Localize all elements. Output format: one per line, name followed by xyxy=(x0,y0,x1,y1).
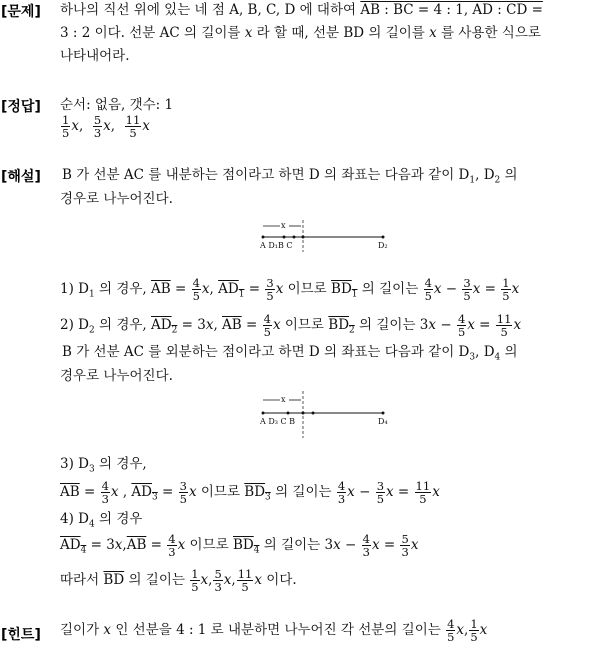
problem-line-2: 3 : 2 이다. 선분 AC 의 길이를 x 라 할 때, 선분 BD 의 길이를 x 를 사용한 식으로 xyxy=(60,25,541,41)
case-3-body: $\overline{AB}$ = $\frac{4}{3}$ x , $AD_3$ = $\frac{3}{5}$ x 이므로 $BD_3$ 의 길이는 $\frac{4}{3}$ x − $\frac{3}{5}$ x = $\frac{11}{5}$ x xyxy=(60,479,440,506)
figure-internal-division xyxy=(258,218,398,252)
hint-line: 길이가 x 인 선분을 4 : 1 로 내분하면 나누어진 각 선분의 길이는 $\frac{4}{5}$ x, $\frac{1}{5}$ x xyxy=(60,617,488,644)
explain-intro-1: B 가 선분 AC 를 내분하는 점이라고 하면 D 의 좌표는 다음과 같이 $D_1$, $D_2$ 의 xyxy=(62,167,518,186)
figure-2-d4-label: D₄ xyxy=(378,417,388,426)
explain-tag: [해설] xyxy=(1,169,41,185)
problem-tag: [문제] xyxy=(1,4,41,20)
figure-2-point-labels: A D₃ C B xyxy=(260,417,296,426)
explain-ext-2: 경우로 나누어진다. xyxy=(60,368,173,384)
figure-2-svg xyxy=(258,390,398,438)
answer-fractions: $\frac{1}{5}$ x, $\frac{5}{3}$ x, $\frac{11}{5}$ x xyxy=(62,113,150,140)
answer-line-1: 순서: 없음, 갯수: 1 xyxy=(60,97,174,113)
problem-line-1: 하나의 직선 위에 있는 네 점 A, B, C, D 에 대하여 AB : BC = 4 : 1, AD : CD = xyxy=(60,2,543,18)
explain-ext-1: B 가 선분 AC 를 외분하는 점이라고 하면 D 의 좌표는 다음과 같이 $D_3$, $D_4$ 의 xyxy=(62,344,518,363)
figure-2-x-label: x xyxy=(281,395,286,404)
problem-line-3: 나타내어라. xyxy=(60,48,130,64)
hint-tag: [힌트] xyxy=(1,627,41,643)
figure-1-x-label: x xyxy=(281,221,286,230)
case-4-title: 4) $D_4$ 의 경우 xyxy=(60,511,143,530)
figure-external-division xyxy=(258,390,398,438)
figure-1-point-labels: A D₁B C xyxy=(260,241,293,250)
answer-tag: [정답] xyxy=(1,99,41,115)
explain-intro-2: 경우로 나누어진다. xyxy=(60,191,173,207)
case-3-title: 3) $D_3$ 의 경우, xyxy=(60,456,147,475)
case-2: 2) $D_2$ 의 경우, $AD_2 = 3x$, $\overline{AB}$ = $\frac{4}{5}$ x 이므로 $BD_2$ 의 길이는 3x − $\frac{4}{5}$ x = $\frac{11}{5}$ x xyxy=(60,312,522,339)
case-1: 1) $D_1$ 의 경우, $\overline{AB}$ = $\frac{4}{5}$ x, $AD_1$ = $\frac{3}{5}$ x 이므로 $BD_1$ 의 길이는 $\frac{4}{5}$ x − $\frac{3}{5}$ x = $\frac{1}{5}$ x xyxy=(60,276,520,303)
figure-1-d2-label: D₂ xyxy=(378,241,388,250)
conclusion: 따라서 $\overline{BD}$ 의 길이는 $\frac{1}{5}$ x, $\frac{5}{3}$ x, $\frac{11}{5}$ x 이다. xyxy=(60,567,297,594)
case-4-body: $AD_4 = 3x,\overline{AB}$ = $\frac{4}{3}$ x 이므로 $BD_4$ 의 길이는 3x − $\frac{4}{3}$ x = $\frac{5}{3}$ x xyxy=(60,532,419,559)
